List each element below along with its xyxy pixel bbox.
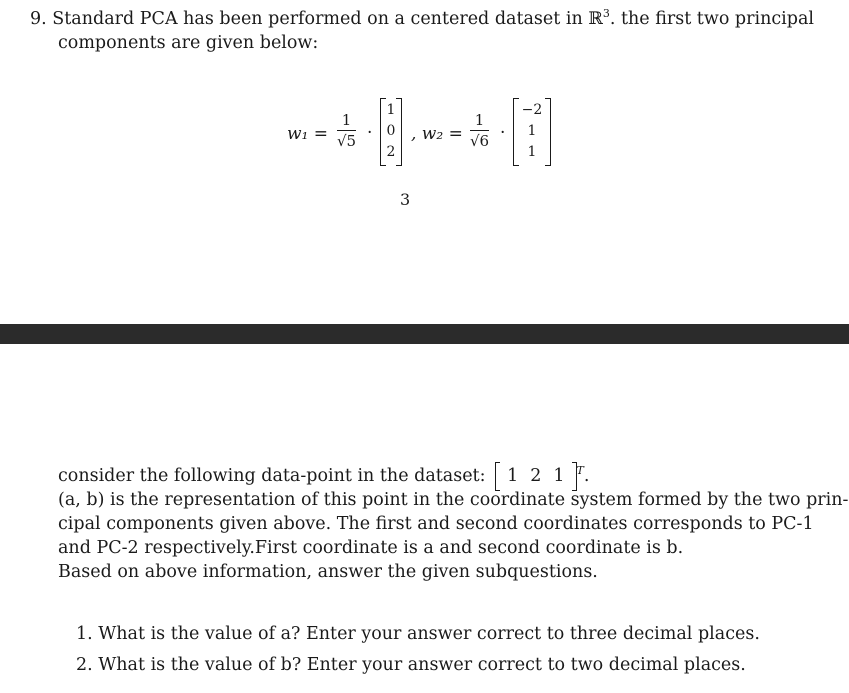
w1-label: w₁ = (287, 124, 329, 144)
passage-line-1 (58, 464, 589, 490)
w2-entry-3: 1 (527, 144, 537, 160)
w2-entry-1: −2 (521, 102, 543, 118)
principal-components-equation (287, 96, 567, 174)
w1-dot: · (367, 123, 373, 143)
page-number: 3 (400, 190, 411, 209)
passage-line-2: (a, b) is the representation of this point in the coordinate system formed by the two prin- (58, 490, 849, 510)
w2-fraction (470, 111, 489, 151)
question-line-2: components are given below: (58, 33, 319, 53)
subquestion-1 (76, 622, 760, 646)
w2-dot: · (500, 123, 506, 143)
datapoint-period: . (583, 466, 590, 486)
w1-vector (380, 98, 402, 166)
w2-vector (513, 98, 551, 166)
w1-entry-3: 2 (386, 144, 396, 160)
datapoint-intro: consider the following data-point in the dataset: (58, 466, 486, 486)
w1-entry-2: 0 (386, 123, 396, 139)
question-text-part2: . the first two principal (609, 9, 814, 29)
page-separator-bar (0, 324, 849, 344)
space-exponent: 3 (602, 7, 610, 20)
transpose-symbol: T (576, 464, 584, 477)
subquestion-2 (76, 653, 746, 677)
w2-denominator: √6 (470, 132, 490, 150)
subquestion-1-number: 1. (76, 624, 93, 644)
w1-fraction (337, 111, 356, 151)
subquestion-1-text: What is the value of a? Enter your answer correct to three decimal places. (98, 624, 760, 644)
passage-line-3: cipal components given above. The first and second coordinates corresponds to PC-1 (58, 514, 814, 534)
question-text-part1: Standard PCA has been performed on a centered dataset in (52, 9, 589, 29)
datapoint-entry-3: 1 (553, 466, 565, 486)
datapoint-vector (495, 464, 576, 488)
subquestion-2-text: What is the value of b? Enter your answer correct to two decimal places. (98, 655, 746, 675)
passage-line-5: Based on above information, answer the given subquestions. (58, 562, 598, 582)
w1-numerator: 1 (337, 111, 356, 131)
question-line-1 (30, 7, 814, 33)
subquestion-2-number: 2. (76, 655, 93, 675)
w1-denominator: √5 (337, 132, 357, 150)
question-number: 9. (30, 9, 47, 29)
passage-line-4: and PC-2 respectively.First coordinate is a and second coordinate is b. (58, 538, 684, 558)
w2-label: , w₂ = (411, 124, 463, 144)
datapoint-entry-1: 1 (507, 466, 519, 486)
datapoint-entry-2: 2 (530, 466, 542, 486)
w2-numerator: 1 (470, 111, 489, 131)
space-symbol: ℝ (588, 9, 603, 29)
w2-entry-2: 1 (527, 123, 537, 139)
w1-entry-1: 1 (386, 102, 396, 118)
